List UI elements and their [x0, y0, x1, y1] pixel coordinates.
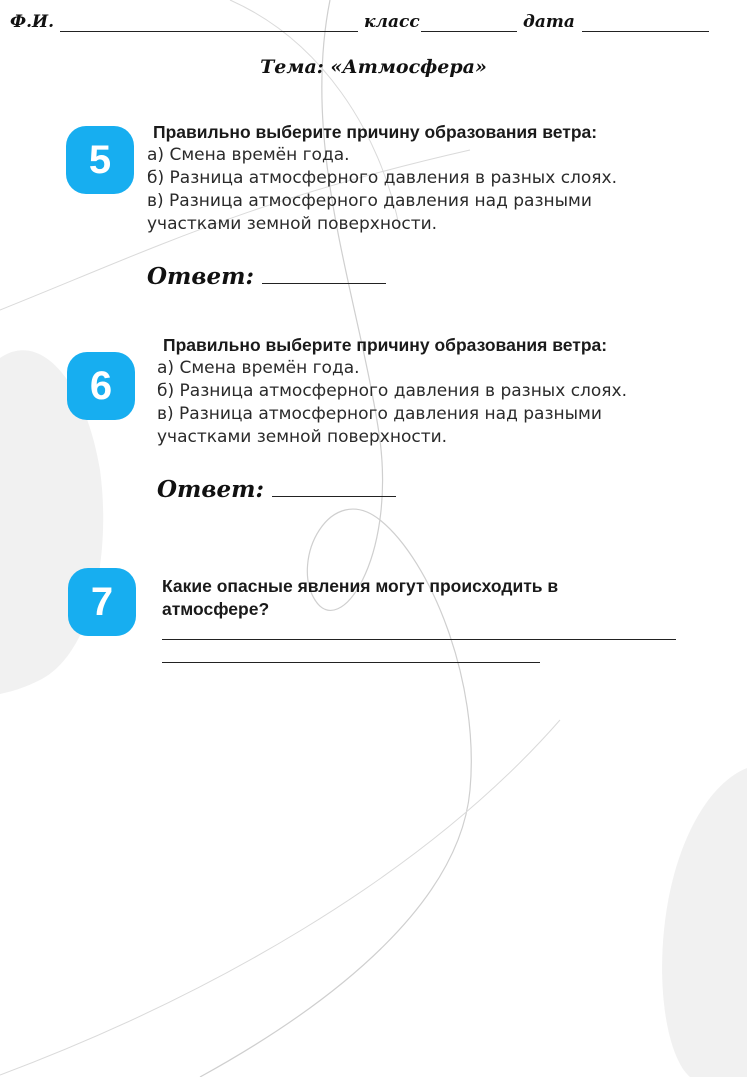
question-number-badge: 6 [67, 352, 135, 420]
answer-option: а) Смена времён года. [157, 358, 360, 378]
answer-option-continuation: участками земной поверхности. [147, 214, 438, 234]
class-label: класс [364, 12, 420, 32]
answer-label: Ответ: [157, 476, 264, 503]
answer-field-line[interactable] [272, 495, 396, 497]
answer-field-line[interactable] [162, 662, 540, 663]
answer-field-line[interactable] [262, 282, 386, 284]
answer-option: в) Разница атмосферного давления над разными [147, 191, 592, 211]
answer-row [147, 263, 386, 290]
question-text-continuation: атмосфере? [162, 599, 270, 619]
answer-option-continuation: участками земной поверхности. [157, 427, 448, 447]
name-label: Ф.И. [10, 12, 55, 32]
name-field-line[interactable] [60, 31, 358, 32]
question-block [162, 575, 558, 621]
answer-option: б) Разница атмосферного давления в разных слоях. [147, 168, 617, 188]
question-number-badge: 5 [66, 126, 134, 194]
question-text: Какие опасные явления могут происходить в [162, 576, 559, 596]
question-text: Правильно выберите причину образования ветра: [153, 122, 598, 142]
question-block [157, 334, 627, 449]
answer-option: а) Смена времён года. [147, 145, 350, 165]
date-field-line[interactable] [582, 31, 709, 32]
date-label: дата [523, 12, 575, 32]
answer-label: Ответ: [147, 263, 254, 290]
answer-option: б) Разница атмосферного давления в разных слоях. [157, 381, 627, 401]
class-field-line[interactable] [421, 31, 517, 32]
answer-row [157, 476, 396, 503]
answer-field-line[interactable] [162, 639, 676, 640]
answer-option: в) Разница атмосферного давления над разными [157, 404, 602, 424]
question-block [147, 121, 617, 236]
question-text: Правильно выберите причину образования ветра: [163, 335, 608, 355]
question-number-badge: 7 [68, 568, 136, 636]
page-title: Тема: «Атмосфера» [260, 56, 487, 78]
